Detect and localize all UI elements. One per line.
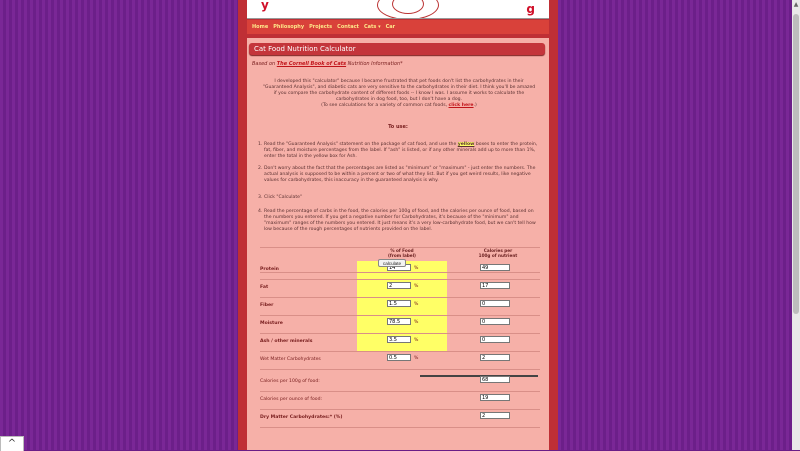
- moisture-pct-input[interactable]: [387, 318, 411, 325]
- row-ash: [260, 333, 540, 351]
- dry-carbs-label: Dry Matter Carbohydrates:* (%): [260, 415, 343, 420]
- pct-header: [377, 248, 427, 258]
- ash-pct-input[interactable]: [387, 336, 411, 343]
- header-banner: [247, 0, 549, 19]
- scroll-up-arrow-icon[interactable]: ▲: [793, 1, 799, 8]
- row-cal-oz: [260, 391, 540, 409]
- main-content: [247, 38, 549, 450]
- ash-label: Ash / other minerals: [260, 339, 313, 344]
- percent-sign: %: [414, 266, 419, 271]
- site-page: [238, 0, 558, 450]
- fiber-pct-input[interactable]: [387, 300, 411, 307]
- based-suffix: Nutrition Information*: [346, 61, 403, 67]
- fat-pct-input[interactable]: [387, 282, 411, 289]
- cal-oz-output[interactable]: [480, 394, 510, 401]
- moisture-label: Moisture: [260, 321, 283, 326]
- wet-carbs-label: Wet Matter Carbohydrates: [260, 357, 321, 362]
- step-text: Read the "Guaranteed Analysis" statement on the package of cat food, and use the: [264, 142, 458, 147]
- yellow-highlight: yellow: [457, 142, 475, 147]
- main-nav: [247, 20, 549, 34]
- logo-letter-right: g: [526, 2, 535, 16]
- pct-header-line2: (from label): [388, 253, 416, 258]
- to-use-heading: To use:: [388, 124, 408, 130]
- cal-oz-label: Calories per ounce of food:: [260, 397, 323, 402]
- based-prefix: Based on: [252, 61, 277, 67]
- intro-paragraph: [261, 79, 537, 109]
- calculate-button[interactable]: calculate: [378, 259, 406, 267]
- step-number: 2.: [258, 166, 263, 171]
- step-text: Click "Calculate": [264, 195, 303, 200]
- row-wet-carbs: [260, 351, 540, 369]
- percent-sign: %: [414, 356, 419, 361]
- nav-car[interactable]: Car: [385, 24, 396, 30]
- back-to-top-chevron-icon[interactable]: ^: [0, 436, 24, 451]
- fiber-label: Fiber: [260, 303, 274, 308]
- cal-header-line2: 100g of nutrient: [478, 253, 518, 258]
- dry-carbs-output[interactable]: [480, 412, 510, 419]
- row-fiber: [260, 297, 540, 315]
- wet-carbs-pct-output[interactable]: [387, 354, 411, 361]
- scrollbar[interactable]: [792, 0, 800, 450]
- row-divider: [260, 427, 540, 428]
- nav-home[interactable]: Home: [252, 24, 269, 30]
- cornell-book-link[interactable]: The Cornell Book of Cats: [276, 61, 347, 67]
- click-here-link[interactable]: click here: [448, 103, 474, 108]
- row-fat: [260, 279, 540, 297]
- fat-label: Fat: [260, 285, 269, 290]
- cal-header-line1: Calories per: [483, 248, 513, 253]
- step-text-post: boxes to enter the protein, fat, fiber, and moisture percentages from the label. If "ash" is listed, or if any other minerals add up to more than 1%, enter the total in the yellow box for Ash.: [264, 142, 538, 159]
- protein-label: Protein: [260, 267, 279, 272]
- protein-cal-output[interactable]: [480, 264, 510, 271]
- page-title: Cat Food Nutrition Calculator: [254, 45, 356, 53]
- percent-sign: %: [414, 302, 419, 307]
- percent-sign: %: [414, 320, 419, 325]
- ash-cal-output[interactable]: [480, 336, 510, 343]
- pct-header-line1: % of Food: [390, 248, 414, 253]
- intro-text: I developed this "calculator" because I became frustrated that pet foods don't list the carbohydrates in their "Guaranteed Analysis", and diabetic cats are very sensitive to the carbohydrates in their diet. I think you'll be amazed if you compare the carbohydrate content of different foods -- I know I was. I assume it works to calculate the carbohydrates in dog food, too, but I don't have a dog.: [262, 79, 536, 102]
- row-dry-carbs: [260, 409, 540, 427]
- cal-100g-output[interactable]: [480, 376, 510, 383]
- wet-carbs-cal-output[interactable]: [480, 354, 510, 361]
- table-bottom-line: [260, 272, 540, 273]
- moisture-cal-output[interactable]: [480, 318, 510, 325]
- cal-header: [470, 248, 526, 258]
- intro-more-suffix: .): [473, 103, 477, 108]
- step-text: Don't worry about the fact that the percentages are listed as "minimum" or "maximum" - just enter the numbers. The actual analysis is supposed to be within a percent or two of what they list. But if you get weird results, like negative values for carbohydrates, this inaccuracy in the guaranteed analysis is why.: [264, 166, 536, 183]
- percent-sign: %: [414, 284, 419, 289]
- step-number: 4.: [258, 209, 263, 214]
- percent-sign: %: [414, 338, 419, 343]
- intro-more-prefix: (To see calculations for a variety of common cat foods,: [321, 103, 449, 108]
- step-number: 3.: [258, 195, 263, 200]
- row-moisture: [260, 315, 540, 333]
- row-divider: [260, 369, 540, 370]
- nav-philosophy[interactable]: Philosophy: [273, 24, 305, 30]
- step-number: 1.: [258, 142, 263, 147]
- logo-letter-left: y: [261, 0, 269, 12]
- scroll-thumb[interactable]: [793, 14, 799, 314]
- title-bar: [249, 43, 545, 55]
- based-on-text: [252, 61, 403, 67]
- nav-cats[interactable]: Cats ▾: [363, 24, 381, 30]
- cal-100g-label: Calories per 100g of food:: [260, 379, 320, 384]
- nav-contact[interactable]: Contact: [337, 24, 359, 30]
- fiber-cal-output[interactable]: [480, 300, 510, 307]
- nav-projects[interactable]: Projects: [309, 24, 333, 30]
- fat-cal-output[interactable]: [480, 282, 510, 289]
- row-cal-100g: [260, 373, 540, 391]
- step-text: Read the percentage of carbs in the food, the calories per 100g of food, and the calories per ounce of food, based on the numbers you entered. If you get a negative number for Carbohydrates, it's because of the "minimum" and "maximum" ranges of the numbers you entered. It just means it's a very low-carbohydrate food, but we can't tell how low because of the rough percentages of nutrients provided on the label.: [264, 209, 536, 232]
